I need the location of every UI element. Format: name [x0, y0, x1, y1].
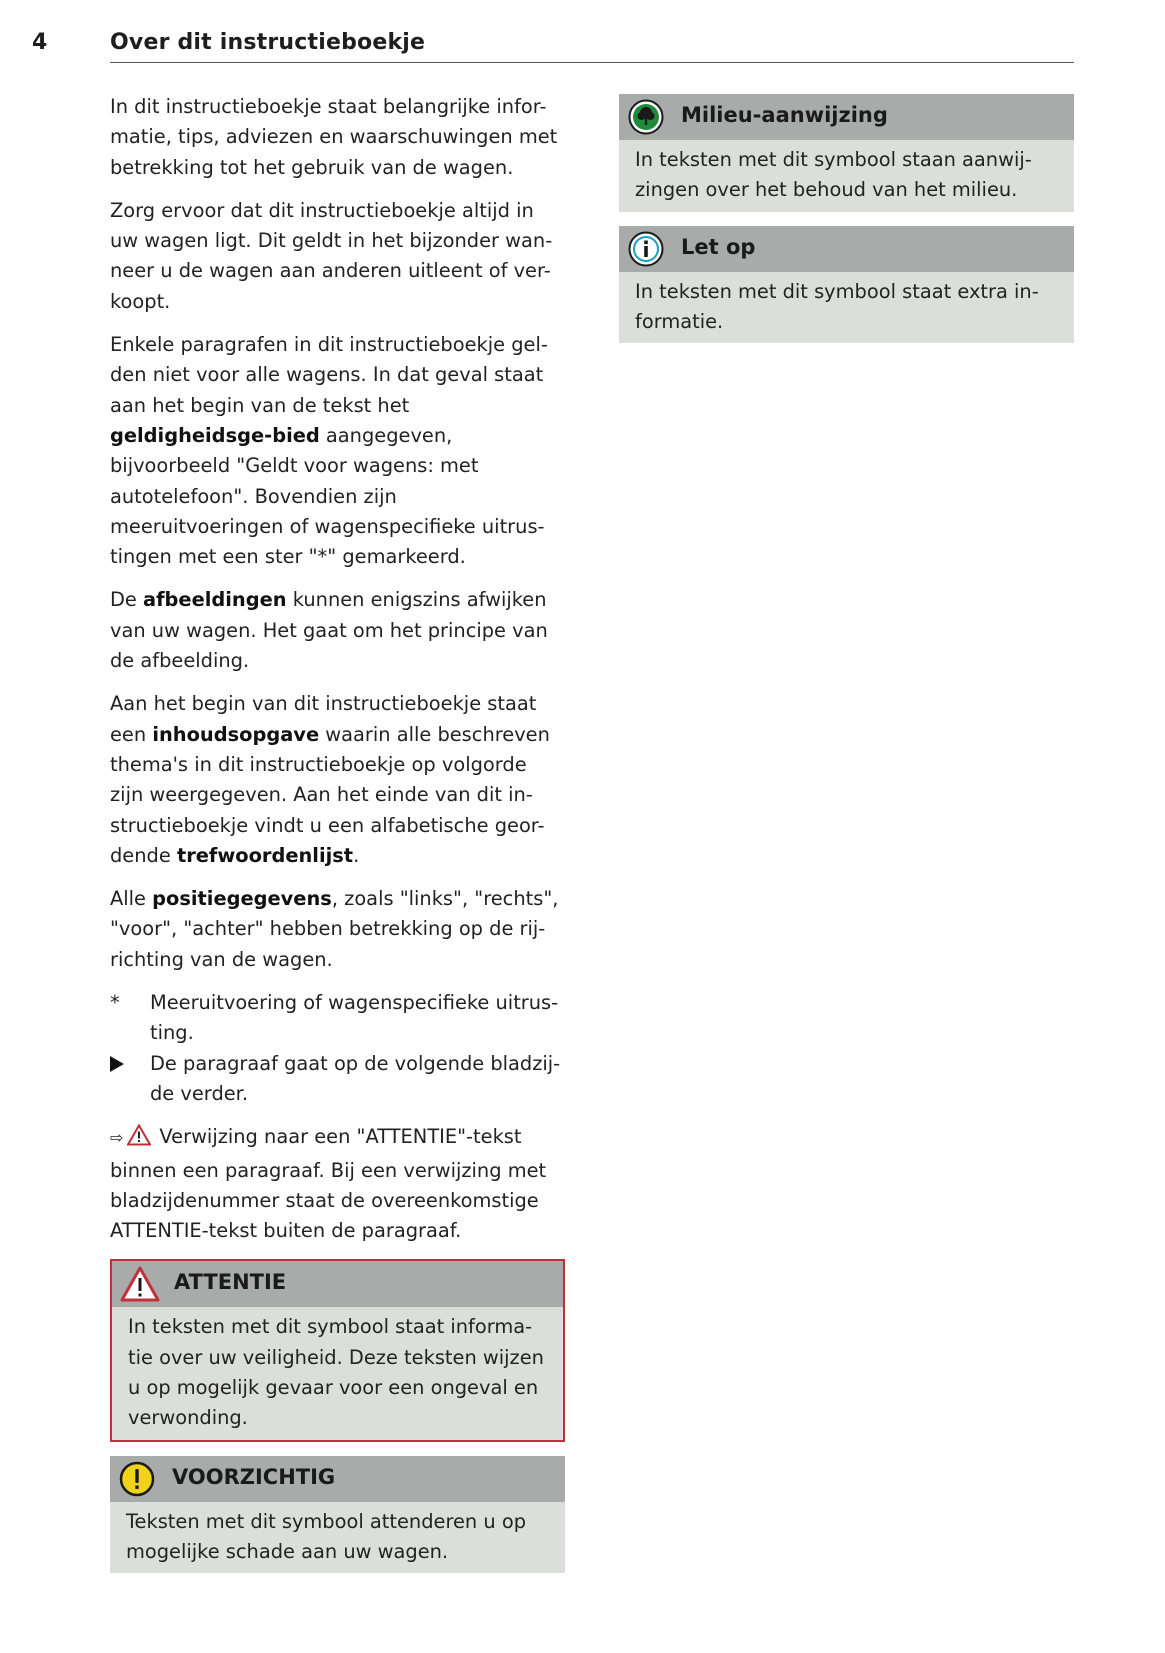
contents-term: inhoudsopgave: [152, 722, 320, 746]
position-term: positiegegevens: [152, 887, 332, 911]
milieu-header: [619, 94, 1074, 140]
legend-item-text: De paragraaf gaat op de volgende bladzij-de verder.: [150, 1051, 561, 1105]
reference-paragraph: ⇨ Verwijzing naar een "ATTENTIE"-tekst binnen een paragraaf. Bij een verwijzing met bladzijdenummer staat de overeenkomstige ATTENTIE-tekst buiten de paragraaf.: [110, 1125, 547, 1243]
page-header: [0, 0, 1165, 64]
right-column: [619, 94, 1074, 357]
attentie-title: ATTENTIE: [174, 1270, 287, 1295]
left-column: [110, 92, 565, 1587]
voorzichtig-box: [110, 1456, 565, 1574]
exclamation-circle-icon: [118, 1460, 156, 1498]
tree-icon: [627, 98, 665, 136]
position-paragraph: Alle positiegegevens, zoals "links", "rechts", "voor", "achter" hebben betrekking op de rij-richting van de wagen.: [110, 887, 559, 971]
contents-paragraph: Aan het begin van dit instructieboekje staat een inhoudsopgave waarin alle beschreven thema's in dit instructieboekje op volgorde zijn weergegeven. Aan het einde van dit in-structieboekje vindt u een alfabetische geor-dende trefwoordenlijst.: [110, 692, 550, 867]
voorzichtig-title: VOORZICHTIG: [172, 1464, 336, 1489]
attentie-body: In teksten met dit symbool staat informa-tie over uw veiligheid. Deze teksten wijzen u op mogelijk gevaar voor een ongeval en verwonding.: [112, 1307, 563, 1439]
milieu-box: [619, 94, 1074, 212]
letop-header: [619, 226, 1074, 272]
star-symbol: *: [110, 991, 120, 1015]
info-icon: [627, 230, 665, 268]
letop-title: Let op: [681, 234, 756, 259]
attentie-box: [110, 1259, 565, 1441]
legend-item-star: [110, 988, 565, 1049]
images-paragraph: De afbeeldingen kunnen enigszins afwijken van uw wagen. Het gaat om het principe van de afbeelding.: [110, 588, 548, 673]
intro-paragraph: In dit instructieboekje staat belangrijke infor-matie, tips, adviezen en waarschuwingen met betrekking tot het gebruik van de wagen.: [110, 95, 558, 179]
warning-triangle-icon: [120, 1265, 158, 1303]
page-title: Over dit instructieboekje: [110, 30, 426, 55]
index-term: trefwoordenlijst: [176, 843, 354, 867]
validity-paragraph: Enkele paragrafen in dit instructieboekje gel-den niet voor alle wagens. In dat geval staat aan het begin van de tekst het geldigheidsge-bied aangegeven, bijvoorbeeld "Geldt voor wagens: met autotelefoon". Bovendien zijn meeruitvoeringen of wagenspecifieke uitrus-tingen met een ster "*" gemarkeerd.: [110, 333, 548, 569]
attentie-header: [112, 1261, 563, 1307]
legend-item-text: Meeruitvoering of wagenspecifieke uitrus-ting.: [150, 991, 559, 1045]
voorzichtig-body: Teksten met dit symbool attenderen u op mogelijke schade aan uw wagen.: [110, 1502, 565, 1574]
voorzichtig-header: [110, 1456, 565, 1502]
letop-box: [619, 226, 1074, 344]
milieu-title: Milieu-aanwijzing: [681, 103, 888, 127]
validity-term: geldigheidsge-bied: [110, 423, 320, 447]
storage-paragraph: Zorg ervoor dat dit instructieboekje altijd in uw wagen ligt. Dit geldt in het bijzonder wan-neer u de wagen aan anderen uitleent of ver-koopt.: [110, 198, 553, 313]
page-number: 4: [32, 30, 48, 55]
images-term: afbeeldingen: [143, 588, 287, 612]
legend-item-continue: [110, 1049, 565, 1110]
play-arrow-icon: [110, 1049, 140, 1081]
milieu-body: In teksten met dit symbool staan aanwij-zingen over het behoud van het milieu.: [619, 140, 1074, 212]
reference-arrow-icon: ⇨: [110, 1128, 124, 1148]
header-divider: [110, 62, 1074, 63]
warning-triangle-icon: [127, 1124, 151, 1155]
letop-body: In teksten met dit symbool staat extra in-formatie.: [619, 272, 1074, 344]
